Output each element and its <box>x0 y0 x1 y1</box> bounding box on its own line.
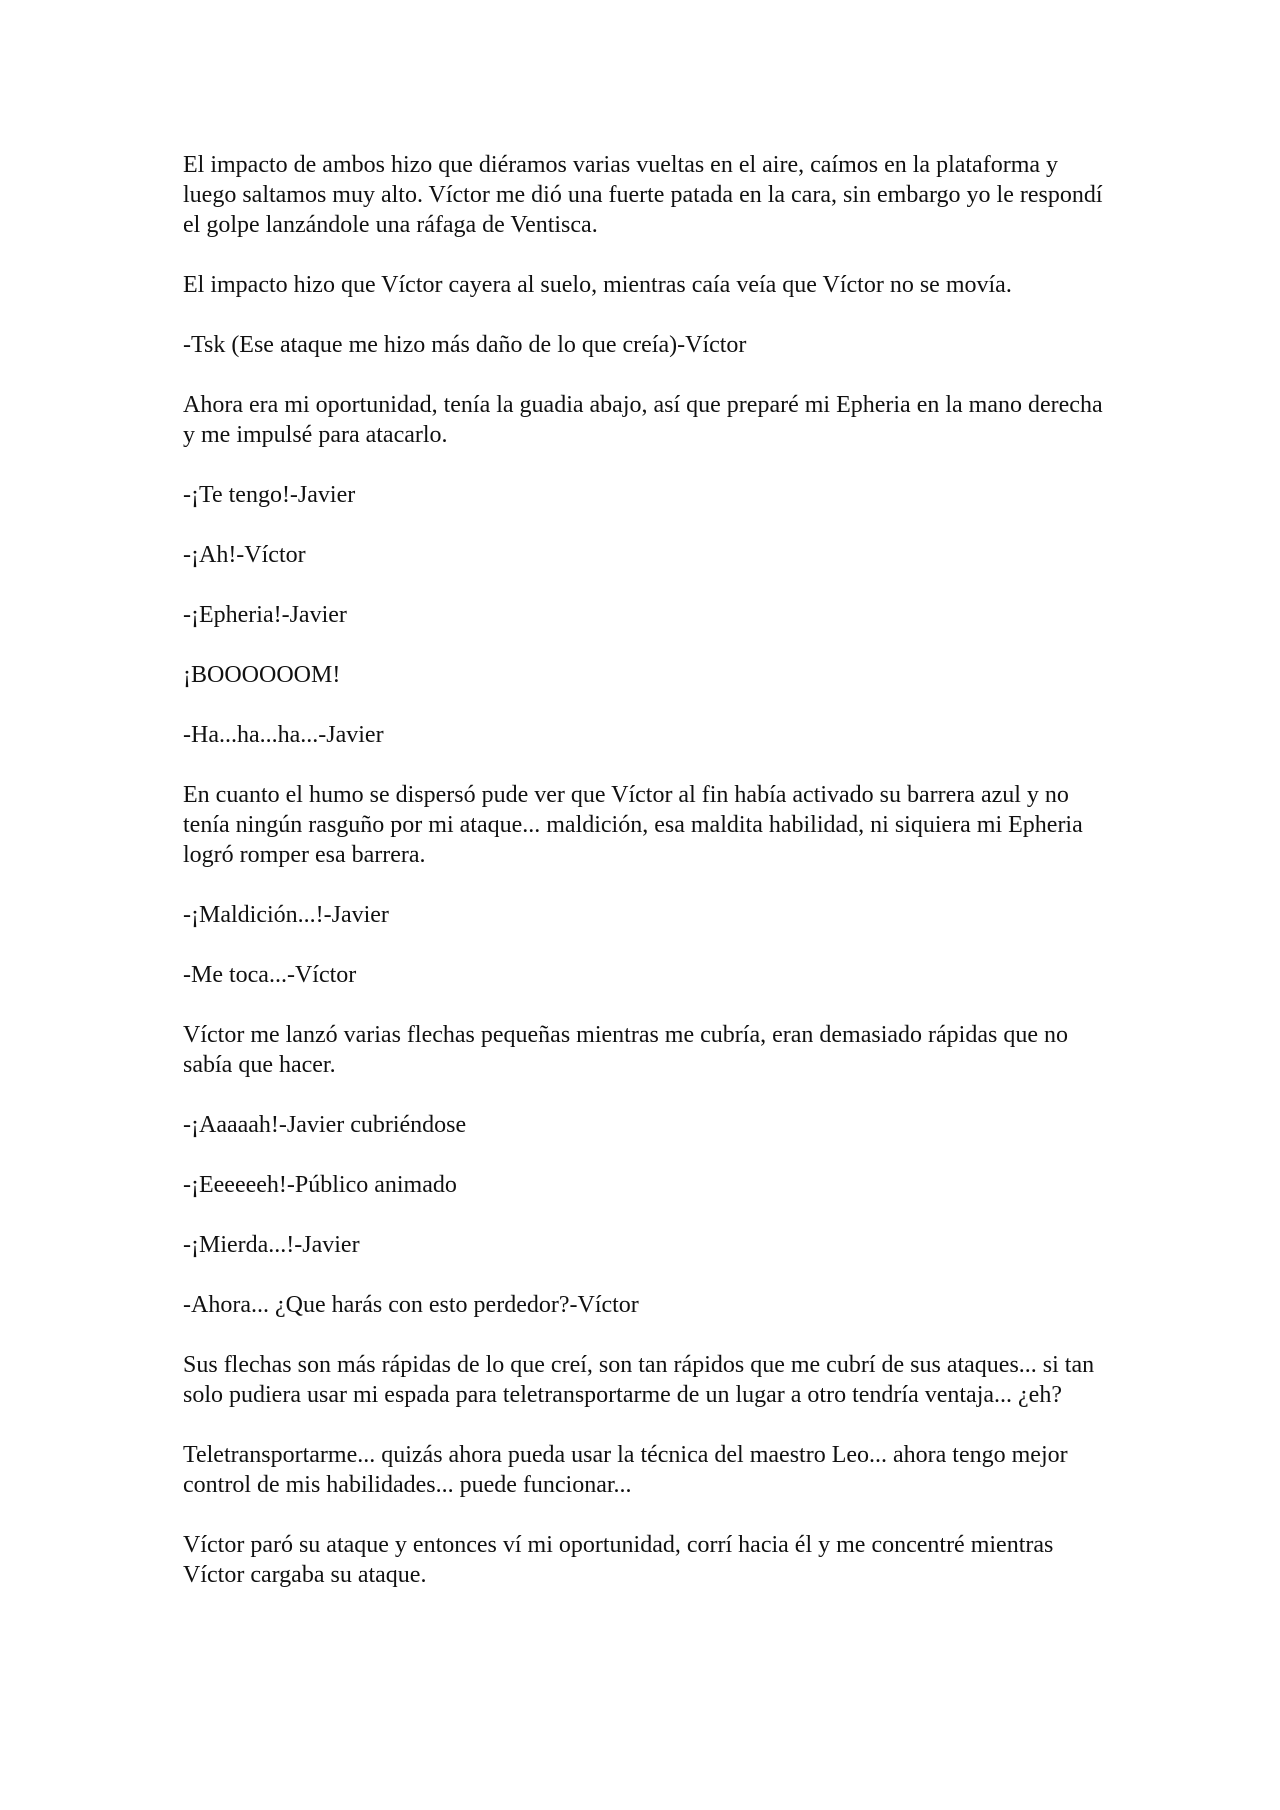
paragraph: Víctor me lanzó varias flechas pequeñas mientras me cubría, eran demasiado rápidas que no sabía que hacer. <box>183 1022 1068 1078</box>
paragraph: -¡Aaaaah!-Javier cubriéndose <box>183 1112 467 1138</box>
paragraph: -¡Epheria!-Javier <box>183 602 347 628</box>
paragraph: -Me toca...-Víctor <box>183 962 357 988</box>
document-body <box>183 150 1103 1620</box>
paragraph: -Ahora... ¿Que harás con esto perdedor?-Víctor <box>183 1292 639 1318</box>
paragraph: El impacto de ambos hizo que diéramos varias vueltas en el aire, caímos en la plataforma y luego saltamos muy alto. Víctor me dió una fuerte patada en la cara, sin embargo yo le respondí el golpe lanzándole una ráfaga de Ventisca. <box>183 152 1103 238</box>
paragraph: -¡Maldición...!-Javier <box>183 902 389 928</box>
paragraph: -¡Eeeeeeh!-Público animado <box>183 1172 457 1198</box>
paragraph: -Ha...ha...ha...-Javier <box>183 722 384 748</box>
paragraph: -¡Mierda...!-Javier <box>183 1232 360 1258</box>
paragraph: En cuanto el humo se dispersó pude ver que Víctor al fin había activado su barrera azul y no tenía ningún rasguño por mi ataque... maldición, esa maldita habilidad, ni siquiera mi Epheria logró romper esa barrera. <box>183 782 1083 868</box>
paragraph: Ahora era mi oportunidad, tenía la guadia abajo, así que preparé mi Epheria en la mano derecha y me impulsé para atacarlo. <box>183 392 1103 448</box>
paragraph: Sus flechas son más rápidas de lo que creí, son tan rápidos que me cubrí de sus ataques... si tan solo pudiera usar mi espada para teletransportarme de un lugar a otro tendría ventaja... ¿eh? <box>183 1352 1095 1408</box>
paragraph: El impacto hizo que Víctor cayera al suelo, mientras caía veía que Víctor no se movía. <box>183 272 1012 298</box>
paragraph: -¡Ah!-Víctor <box>183 542 306 568</box>
paragraph: ¡BOOOOOOM! <box>183 662 341 688</box>
paragraph: Teletransportarme... quizás ahora pueda usar la técnica del maestro Leo... ahora tengo mejor control de mis habilidades... puede funcionar... <box>183 1442 1068 1498</box>
paragraph: Víctor paró su ataque y entonces ví mi oportunidad, corrí hacia él y me concentré mientras Víctor cargaba su ataque. <box>183 1532 1054 1588</box>
paragraph: -Tsk (Ese ataque me hizo más daño de lo que creía)-Víctor <box>183 332 747 358</box>
paragraph: -¡Te tengo!-Javier <box>183 482 356 508</box>
